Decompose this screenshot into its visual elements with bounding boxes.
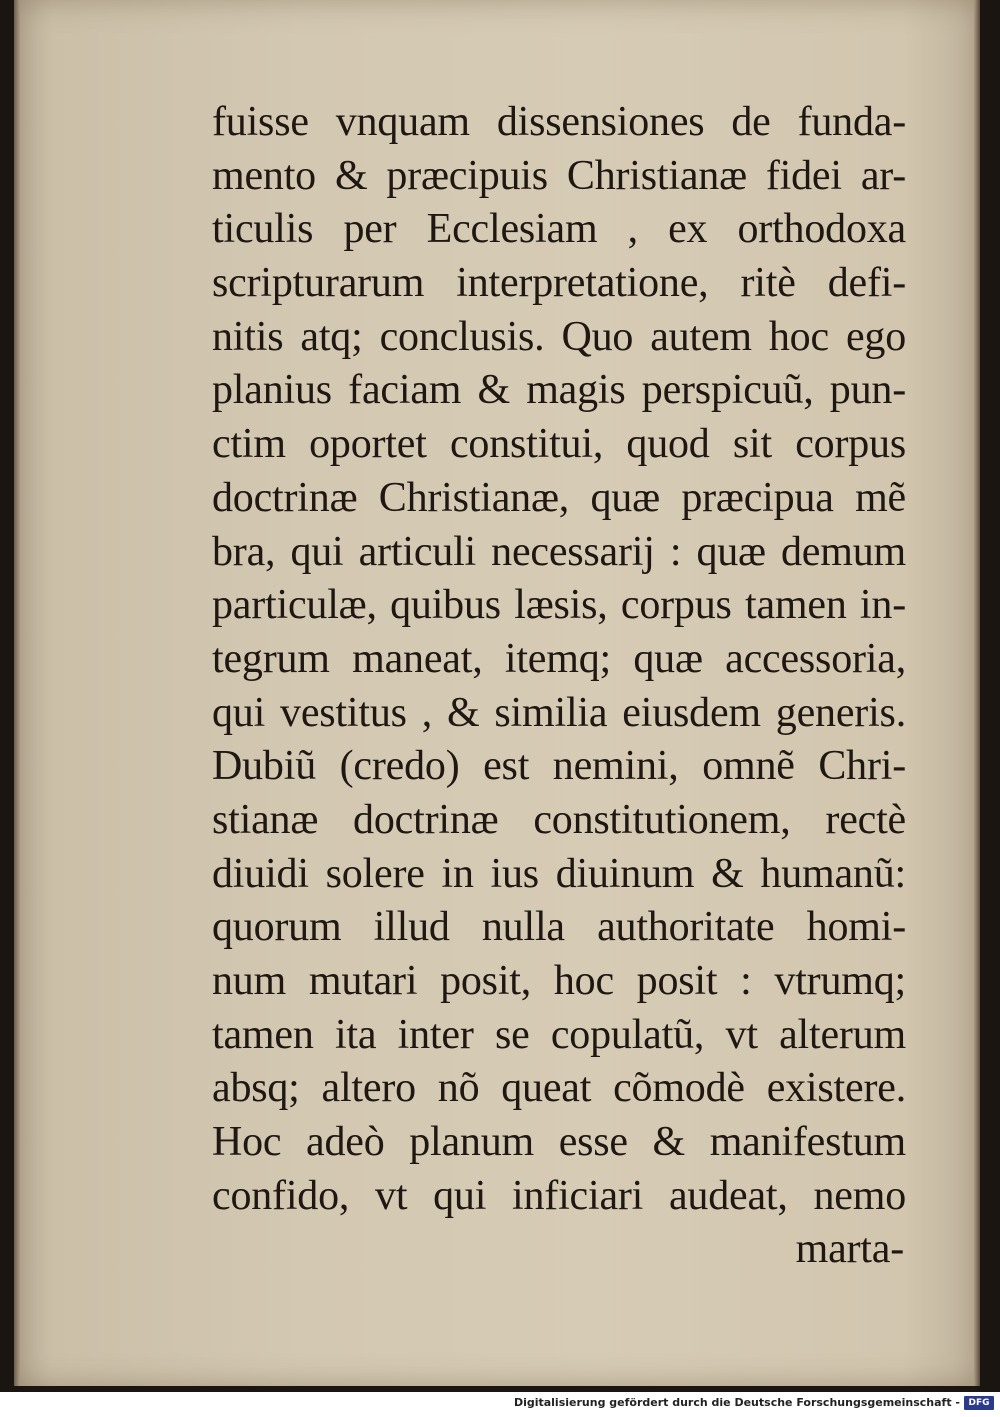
text-line: tamen ita inter se copulatũ, vt alterum — [212, 1011, 906, 1058]
text-line: nitis atq; conclusis. Quo autem hoc ego — [212, 313, 906, 360]
text-line: confido, vt qui inficiari audeat, nemo — [212, 1172, 906, 1219]
text-line: Dubiũ (credo) est nemini, omnẽ Chri- — [212, 743, 906, 790]
text-line: tegrum maneat, itemq; quæ accessoria, — [212, 635, 906, 682]
text-line: bra, qui articuli necessarij : quæ demum — [212, 528, 906, 575]
text-line: absq; altero nõ queat cõmodè existere. — [212, 1065, 906, 1112]
text-line: Hoc adeò planum esse & manifestum — [212, 1119, 906, 1166]
text-line: mento & præcipuis Christianæ fidei ar- — [212, 152, 906, 199]
text-line: ctim oportet constitui, quod sit corpus — [212, 421, 906, 468]
page-text-block — [212, 96, 906, 1277]
text-line: scripturarum interpretatione, ritè defi- — [212, 260, 906, 307]
digitization-footer — [0, 1392, 1000, 1417]
text-line: ticulis per Ecclesiam , ex orthodoxa — [212, 206, 906, 253]
text-line: quorum illud nulla authoritate homi- — [212, 904, 906, 951]
text-line: qui vestitus , & similia eiusdem generis. — [212, 689, 906, 736]
catchword: marta- — [795, 1226, 904, 1273]
text-line: particulæ, quibus læsis, corpus tamen in- — [212, 582, 906, 629]
page-edge-right — [974, 0, 980, 1386]
text-line: fuisse vnquam dissensiones de funda- — [212, 99, 906, 145]
text-line: num mutari posit, hoc posit : vtrumq; — [212, 958, 906, 1004]
text-line: stianæ doctrinæ constitutionem, rectè — [212, 796, 906, 843]
dfg-logo: DFG — [964, 1396, 994, 1410]
text-line: doctrinæ Christianæ, quæ præcipua mẽ — [212, 474, 906, 521]
funding-credit: Digitalisierung gefördert durch die Deutsche Forschungsgemeinschaft - — [513, 1396, 960, 1409]
page-edge-left — [14, 0, 20, 1386]
text-line: diuidi solere in ius diuinum & humanũ: — [212, 850, 906, 897]
text-line: planius faciam & magis perspicuũ, pun- — [212, 367, 906, 414]
